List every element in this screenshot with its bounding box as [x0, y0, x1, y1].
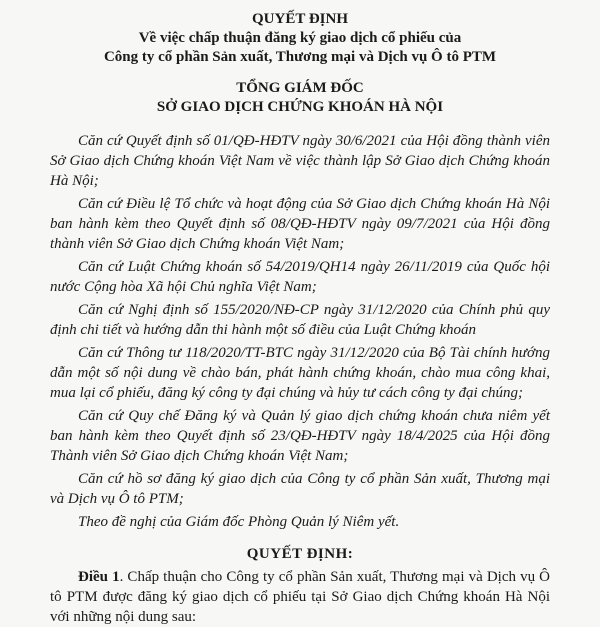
subject-line-2: Công ty cổ phần Sản xuất, Thương mại và Dịch vụ Ô tô PTM — [103, 49, 497, 65]
article-1-text: . Chấp thuận cho Công ty cổ phần Sản xuất, Thương mại và Dịch vụ Ô tô PTM được đăng ký giao dịch cổ phiếu tại Sở Giao dịch Chứng khoán Hà Nội với những nội dung sau: — [50, 569, 550, 625]
recommendation-paragraph: Theo đề nghị của Giám đốc Phòng Quản lý Niêm yết. — [78, 514, 400, 530]
legal-basis-list — [50, 131, 550, 532]
authority-title: TỔNG GIÁM ĐỐC — [236, 80, 364, 96]
legal-basis-paragraph: Căn cứ Quyết định số 01/QĐ-HĐTV ngày 30/6/2021 của Hội đồng thành viên Sở Giao dịch Chứng khoán Việt Nam về việc thành lập Sở Giao dịch Chứng khoán Hà Nội; — [50, 133, 550, 189]
legal-basis-paragraph: Căn cứ Nghị định số 155/2020/NĐ-CP ngày 31/12/2020 của Chính phủ quy định chi tiết và hướng dẫn thi hành một số điều của Luật Chứng khoán — [50, 302, 550, 338]
legal-basis-paragraph: Căn cứ Quy chế Đăng ký và Quản lý giao dịch chứng khoán chưa niêm yết ban hành kèm theo Quyết định số 23/QĐ-HĐTV ngày 18/4/2025 của Hội đồng Thành viên Sở Giao dịch Chứng khoán Việt Nam; — [50, 408, 550, 464]
authority-organization: SỞ GIAO DỊCH CHỨNG KHOÁN HÀ NỘI — [156, 99, 444, 115]
legal-basis-paragraph: Căn cứ Luật Chứng khoán số 54/2019/QH14 ngày 26/11/2019 của Quốc hội nước Cộng hòa Xã hội Chủ nghĩa Việt Nam; — [50, 259, 550, 295]
document-type-title: QUYẾT ĐỊNH — [252, 11, 348, 27]
legal-basis-paragraph: Căn cứ Thông tư 118/2020/TT-BTC ngày 31/12/2020 của Bộ Tài chính hướng dẫn một số nội dung về chào bán, phát hành chứng khoán, chào mua công khai, mua lại cổ phiếu, đăng ký công ty đại chúng và hủy tư cách công ty đại chúng; — [50, 345, 550, 401]
article-1-label: Điều 1 — [78, 569, 120, 585]
legal-basis-paragraph: Căn cứ hồ sơ đăng ký giao dịch của Công ty cổ phần Sản xuất, Thương mại và Dịch vụ Ô tô PTM; — [50, 471, 550, 507]
legal-basis-paragraph: Căn cứ Điều lệ Tổ chức và hoạt động của Sở Giao dịch Chứng khoán Hà Nội ban hành kèm theo Quyết định số 08/QĐ-HĐTV ngày 09/7/2021 của Hội đồng thành viên Sở Giao dịch Chứng khoán Việt Nam; — [50, 196, 550, 252]
decision-heading: QUYẾT ĐỊNH: — [246, 546, 354, 562]
subject-line-1: Về việc chấp thuận đăng ký giao dịch cổ phiếu của — [138, 30, 462, 46]
article-1 — [50, 567, 550, 627]
